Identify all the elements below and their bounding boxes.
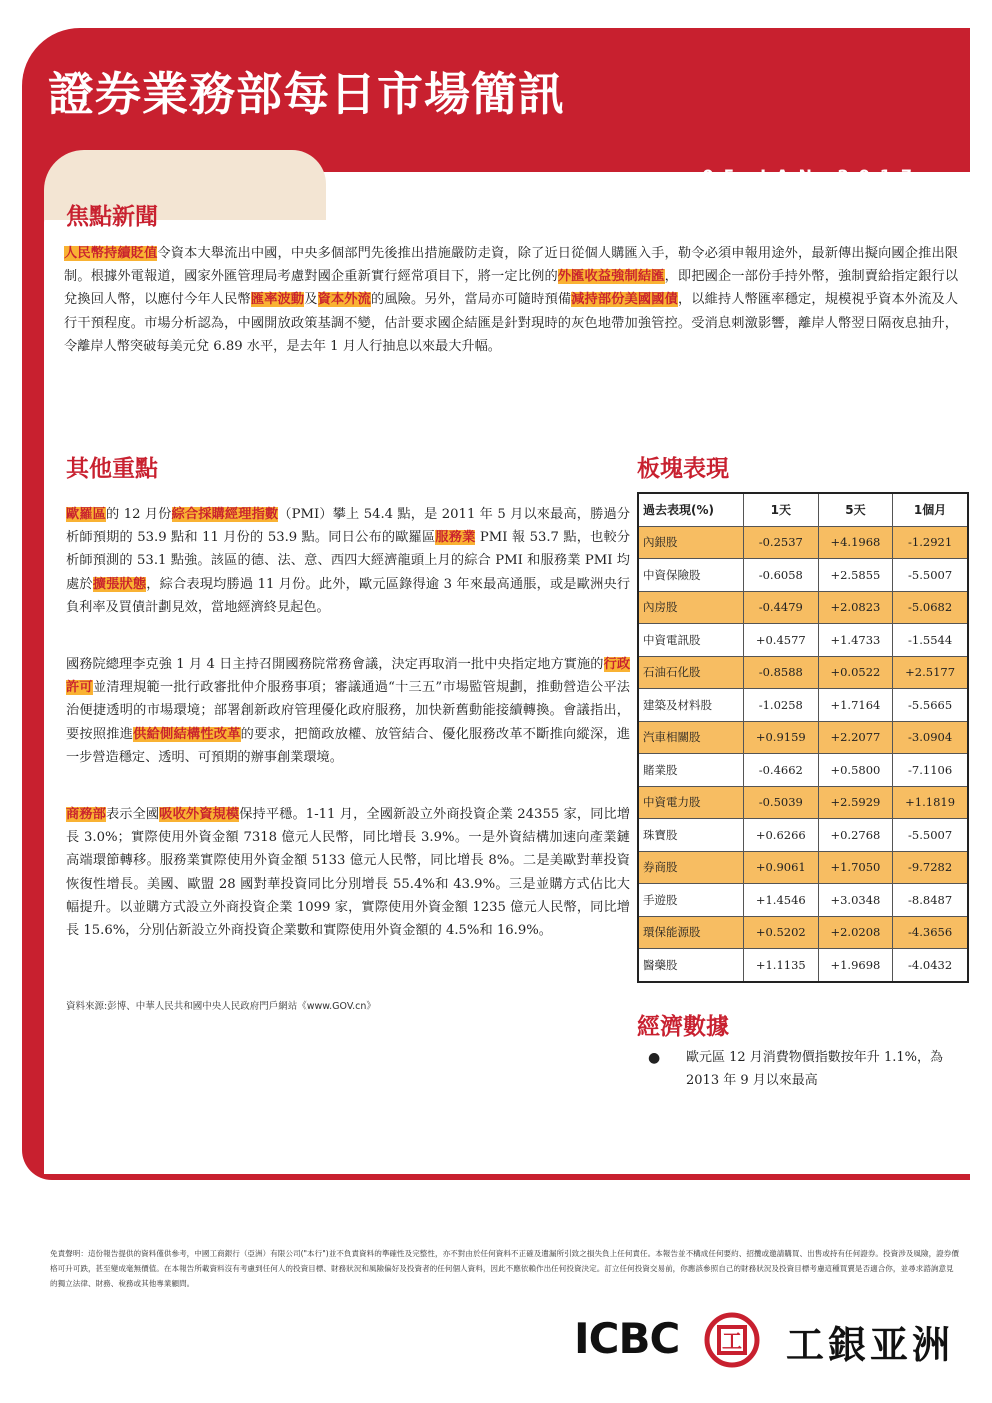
table-row (638, 721, 968, 754)
table-row (638, 916, 968, 949)
sector-name: 中資電訊股 (638, 624, 744, 657)
change-5d: +1.7164 (818, 689, 893, 722)
sector-name: 中資保險股 (638, 559, 744, 592)
change-1d: +0.5202 (744, 916, 819, 949)
table-row (638, 656, 968, 689)
change-1m: -7.1106 (893, 754, 968, 787)
change-5d: +0.2768 (818, 819, 893, 852)
other-heading: 其他重點 (66, 456, 158, 482)
highlighted-term: 服務業 (435, 530, 476, 546)
change-5d: +2.5929 (818, 786, 893, 819)
table-row (638, 624, 968, 657)
table-row (638, 819, 968, 852)
change-1m: -5.0682 (893, 591, 968, 624)
change-1m: -9.7282 (893, 851, 968, 884)
text-run: ，即把國企一部份手持外幣，強制賣給指定銀行以兌換回人幣，以應付今年人民幣 (64, 269, 959, 308)
table-row (638, 559, 968, 592)
text-run: 表示全國 (105, 807, 160, 822)
economic-heading: 經濟數據 (637, 1014, 729, 1040)
bullet-icon: ● (648, 1050, 661, 1066)
sector-heading: 板塊表現 (637, 456, 729, 482)
icbc-seal-icon (704, 1312, 760, 1368)
highlighted-term: 歐羅區 (66, 507, 107, 522)
sector-name: 石油石化股 (638, 656, 744, 689)
icbc-logo (574, 1312, 958, 1367)
column-header: 5天 (818, 493, 893, 526)
text-run: 令資本大舉流出中國，中央多個部門先後推出措施嚴防走資，除了近日從個人購匯入手，勒令必須申報用途外，最新傳出擬向國企推出限制。根據外電報道，國家外匯管理局考慮對國企重新實行經常項目下，將一定比例的 (64, 246, 958, 285)
change-1m: +1.1819 (893, 786, 968, 819)
change-5d: +0.5800 (818, 754, 893, 787)
page-title: 證券業務部每日市場簡訊 (48, 67, 565, 121)
sector-name: 內房股 (638, 591, 744, 624)
text-run: 的 12 月份 (106, 507, 172, 522)
change-1d: +0.6266 (744, 819, 819, 852)
text-run: ，綜合表現均勝過 11 月份。此外，歐元區錄得逾 3 年來最高通脹，或是歐洲央行負利率及買債計劃見效，當地經濟終見起色。 (66, 576, 631, 615)
change-5d: +2.2077 (818, 721, 893, 754)
focus-paragraph (64, 242, 958, 358)
change-1m: +2.5177 (893, 656, 968, 689)
change-1d: -0.5039 (744, 786, 819, 819)
other-paragraph-2 (66, 653, 630, 769)
change-5d: +2.0823 (818, 591, 893, 624)
text-run: 保持平穩。1-11 月，全國新設立外商投資企業 24355 家，同比增長 3.0%；實際使用外資金額 7318 億元人民幣，同比增長 3.9%。一是外資結構加速向產業鏈高端環節轉移。服務業實際使用外資金額 5133 億元人民幣，同比增長 8%。二是美歐對華投資恢復性增長。美國、歐盟 28 國對華投資同比分別增長 55.4%和 43.9%。三是並購方式佔比大幅提升。以並購方式設立外商投資企業 1099 家，實際使用外資金額 1235 億元人民幣，同比增長 15.6%，分別佔新設立外商投資企業數和實際使用外資金額的 4.5%和 16.9%。 (66, 807, 631, 939)
table-row (638, 591, 968, 624)
change-1d: +1.4546 (744, 884, 819, 917)
sector-performance-table (637, 492, 969, 983)
highlighted-term: 擴張狀態 (92, 576, 147, 592)
change-1d: +0.9159 (744, 721, 819, 754)
text-run: 的要求，把簡政放權、放管結合、優化服務改革不斷推向縱深，進一步營造穩定、透明、可預期的辦事創業環境。 (66, 726, 631, 765)
change-5d: +3.0348 (818, 884, 893, 917)
highlighted-term: 匯率波動 (250, 292, 305, 308)
column-header: 1個月 (893, 493, 968, 526)
sector-name: 內銀股 (638, 526, 744, 559)
highlighted-term: 減持部份美國國債 (571, 292, 678, 308)
change-5d: +1.9698 (818, 949, 893, 982)
change-1m: -5.5665 (893, 689, 968, 722)
change-1d: -0.6058 (744, 559, 819, 592)
other-paragraph-3 (66, 803, 630, 942)
table-row (638, 884, 968, 917)
change-5d: +1.7050 (818, 851, 893, 884)
sector-name: 環保能源股 (638, 916, 744, 949)
table-row (638, 526, 968, 559)
sector-name: 珠寶股 (638, 819, 744, 852)
change-1m: -3.0904 (893, 721, 968, 754)
disclaimer: 免責聲明：這份報告提供的資料僅供參考，中國工商銀行（亞洲）有限公司("本行")並不負責資料的準確性及完整性，亦不對由於任何資料不正確及遺漏所引致之損失負上任何責任。本報告並不構成任何要約、招攬或邀請購買、出售或持有任何證券。投資涉及風險，證券價格可升可跌，甚至變成毫無價值。在本報告所載資料沒有考慮到任何人的投資目標、財務狀況和風險偏好及投資者的任何個人資料，因此不應依賴作出任何投資決定。訂立任何投資交易前，你應該參照自己的財務狀況及投資目標考慮這種買賣是否適合你，並尋求諮詢意見的獨立法律、財務、稅務或其他專業顧問。 (50, 1249, 959, 1288)
table-row (638, 949, 968, 982)
change-1d: -0.2537 (744, 526, 819, 559)
text-run: （PMI）攀上 54.4 點，是 2011 年 5 月以來最高，勝過分析師預期的 53.9 點和 11 月份的 53.9 點。同日公布的歐羅區 (66, 507, 631, 546)
sector-name: 中資電力股 (638, 786, 744, 819)
text-run: 的風險。另外，當局亦可隨時預備 (370, 292, 572, 308)
other-paragraph-1 (66, 503, 630, 619)
sector-name: 醫藥股 (638, 949, 744, 982)
logo-text-en: ICBC (574, 1314, 680, 1363)
sector-name: 手遊股 (638, 884, 744, 917)
change-5d: +4.1968 (818, 526, 893, 559)
text-run: 國務院總理李克強 1 月 4 日主持召開國務院常務會議，決定再取消一批中央指定地方實施的 (66, 657, 604, 672)
report-date: 05 JAN 2017 (702, 166, 922, 185)
source-note: 資料來源:彭博、中華人民共和國中央人民政府門戶網站《www.GOV.cn》 (66, 1001, 376, 1012)
change-5d: +0.0522 (818, 656, 893, 689)
focus-heading: 焦點新聞 (66, 204, 158, 230)
highlighted-term: 外匯收益強制結匯 (557, 269, 665, 285)
highlighted-term: 吸收外資規模 (159, 807, 240, 822)
highlighted-term: 行政許可 (66, 657, 631, 696)
economic-item: 歐元區 12 月消費物價指數按年升 1.1%，為 2013 年 9 月以來最高 (686, 1050, 943, 1088)
change-1m: -8.8487 (893, 884, 968, 917)
change-1m: -1.5544 (893, 624, 968, 657)
change-1d: -0.4662 (744, 754, 819, 787)
change-1m: -5.5007 (893, 559, 968, 592)
highlighted-term: 綜合採購經理指數 (171, 507, 279, 522)
text-run: PMI 報 53.7 點，也較分析師預測的 53.1 點強。該區的德、法、意、西四大經濟龍頭上月的綜合 PMI 和服務業 PMI 均處於 (66, 530, 631, 592)
change-5d: +1.4733 (818, 624, 893, 657)
change-1d: -1.0258 (744, 689, 819, 722)
column-header: 1天 (744, 493, 819, 526)
change-1d: -0.4479 (744, 591, 819, 624)
table-row (638, 689, 968, 722)
sector-name: 券商股 (638, 851, 744, 884)
table-row (638, 786, 968, 819)
change-5d: +2.5855 (818, 559, 893, 592)
change-1d: -0.8588 (744, 656, 819, 689)
change-1d: +0.4577 (744, 624, 819, 657)
sector-name: 汽車相關股 (638, 721, 744, 754)
sector-name: 建築及材料股 (638, 689, 744, 722)
table-row (638, 754, 968, 787)
change-1m: -4.3656 (893, 916, 968, 949)
change-1m: -4.0432 (893, 949, 968, 982)
change-1d: +1.1135 (744, 949, 819, 982)
highlighted-term: 人民幣持續貶值 (64, 246, 158, 261)
change-1d: +0.9061 (744, 851, 819, 884)
text-run: ，以維持人幣匯率穩定，規模視乎資本外流及人行干預程度。市場分析認為，中國開放政策基調不變，估計要求國企結匯是針對現時的灰色地帶加強管控。受消息刺激影響，離岸人幣翌日隔夜息抽升，令離岸人幣突破每美元兌 6.89 水平，是去年 1 月人行抽息以來最大升幅。 (64, 292, 959, 354)
table-header-row (638, 493, 968, 526)
highlighted-term: 資本外流 (317, 292, 371, 308)
highlighted-term: 供給側結構性改革 (133, 726, 241, 742)
column-header: 過去表現(%) (638, 493, 744, 526)
text-run: 及 (304, 292, 318, 308)
sector-name: 賭業股 (638, 754, 744, 787)
highlighted-term: 商務部 (66, 807, 106, 822)
change-5d: +2.0208 (818, 916, 893, 949)
table-row (638, 851, 968, 884)
logo-text-cn: 工銀亚洲 (786, 1323, 955, 1367)
text-run: 並清理規範一批行政審批仲介服務事項；審議通過“十三五”市場監管規劃，推動營造公平法治便捷透明的市場環境；部署創新政府管理優化政府服務，加快新舊動能接續轉換。會議指出，要按照推進 (66, 680, 630, 742)
change-1m: -5.5007 (893, 819, 968, 852)
change-1m: -1.2921 (893, 526, 968, 559)
seal-glyph: 工 (722, 1329, 742, 1353)
